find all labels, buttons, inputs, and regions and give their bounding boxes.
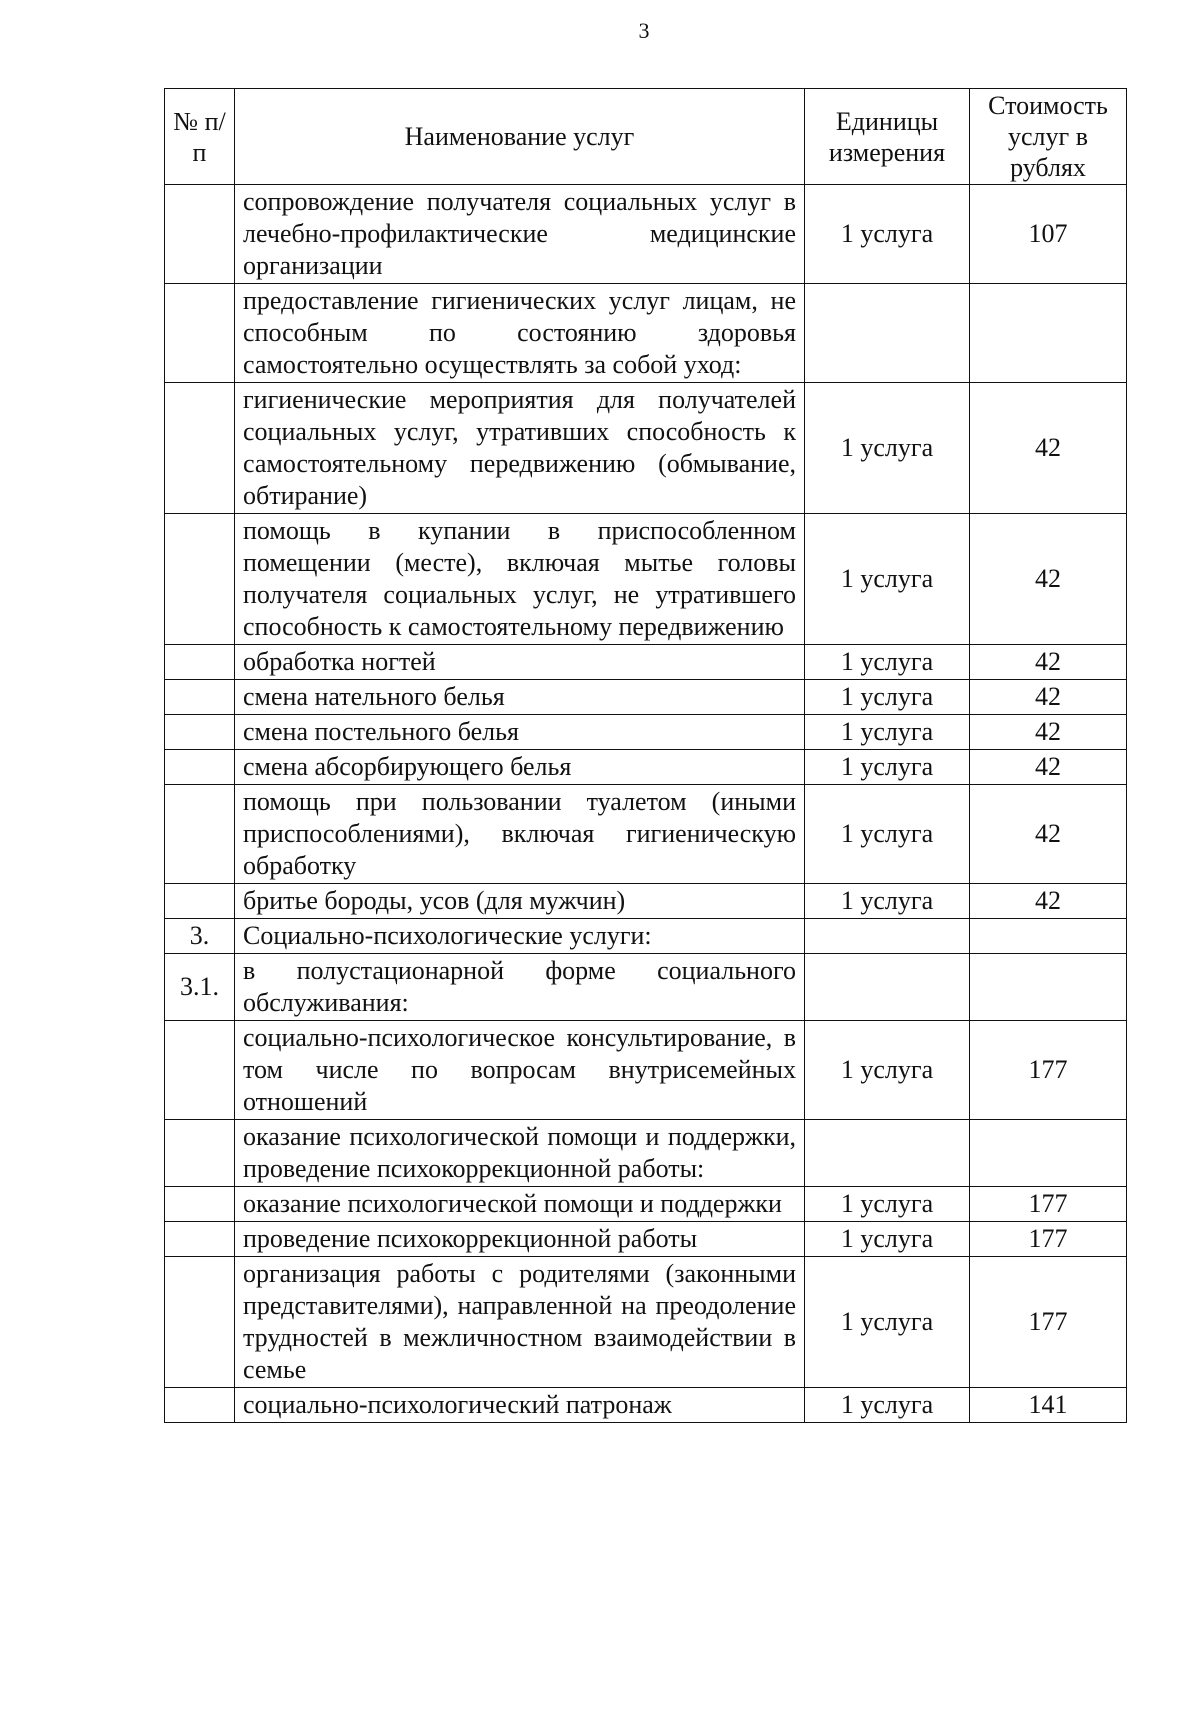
service-name: смена абсорбирующего белья [235,750,805,785]
service-cost: 42 [970,750,1127,785]
service-cost: 107 [970,185,1127,284]
service-name: сопровождение получателя социальных услуг в лечебно-профилактические медицинские организации [235,185,805,284]
service-name: социально-психологический патронаж [235,1388,805,1423]
service-cost [970,284,1127,383]
row-number [165,750,235,785]
service-cost: 177 [970,1021,1127,1120]
service-cost: 42 [970,680,1127,715]
table-row [165,1021,1127,1120]
table-row [165,1222,1127,1257]
unit-of-measure [805,919,970,954]
unit-of-measure [805,954,970,1021]
service-name: в полустационарной форме социального обслуживания: [235,954,805,1021]
table-row [165,884,1127,919]
table-row [165,1388,1127,1423]
table-header-row [165,89,1127,185]
row-number [165,1187,235,1222]
row-number [165,1021,235,1120]
row-number: 3. [165,919,235,954]
row-number [165,884,235,919]
table-row [165,750,1127,785]
service-name: организация работы с родителями (законными представителями), направленной на преодоление трудностей в межличностном взаимодействии в семье [235,1257,805,1388]
unit-of-measure: 1 услуга [805,1187,970,1222]
table-row [165,645,1127,680]
service-name: обработка ногтей [235,645,805,680]
header-unit: Единицы измерения [805,89,970,185]
row-number [165,284,235,383]
table-row [165,715,1127,750]
table-row [165,785,1127,884]
service-name: проведение психокоррекционной работы [235,1222,805,1257]
row-number: 3.1. [165,954,235,1021]
service-cost: 141 [970,1388,1127,1423]
service-name: оказание психологической помощи и поддержки [235,1187,805,1222]
header-service-name: Наименование услуг [235,89,805,185]
service-cost [970,919,1127,954]
services-price-table [164,88,1127,1423]
unit-of-measure: 1 услуга [805,884,970,919]
service-cost [970,1120,1127,1187]
unit-of-measure [805,284,970,383]
unit-of-measure: 1 услуга [805,785,970,884]
service-cost: 42 [970,715,1127,750]
service-cost: 42 [970,884,1127,919]
table-row [165,284,1127,383]
table-row [165,185,1127,284]
table-row [165,1257,1127,1388]
service-name: гигиенические мероприятия для получателей социальных услуг, утративших способность к самостоятельному передвижению (обмывание, обтирание) [235,383,805,514]
unit-of-measure: 1 услуга [805,383,970,514]
header-cost: Стоимость услуг в рублях [970,89,1127,185]
table-row [165,514,1127,645]
row-number [165,1257,235,1388]
unit-of-measure: 1 услуга [805,1388,970,1423]
unit-of-measure: 1 услуга [805,185,970,284]
service-name: смена нательного белья [235,680,805,715]
table-row [165,1120,1127,1187]
service-name: оказание психологической помощи и поддержки, проведение психокоррекционной работы: [235,1120,805,1187]
row-number [165,1388,235,1423]
service-cost: 177 [970,1222,1127,1257]
service-cost: 42 [970,383,1127,514]
service-name: бритье бороды, усов (для мужчин) [235,884,805,919]
row-number [165,185,235,284]
service-name: Социально-психологические услуги: [235,919,805,954]
unit-of-measure: 1 услуга [805,1257,970,1388]
service-name: помощь в купании в приспособленном помещении (месте), включая мытье головы получателя социальных услуг, не утратившего способность к самостоятельному передвижению [235,514,805,645]
service-cost: 42 [970,785,1127,884]
unit-of-measure: 1 услуга [805,1021,970,1120]
unit-of-measure [805,1120,970,1187]
table-row [165,919,1127,954]
service-cost [970,954,1127,1021]
row-number [165,1222,235,1257]
table-row [165,1187,1127,1222]
table-row [165,680,1127,715]
service-name: предоставление гигиенических услуг лицам, не способным по состоянию здоровья самостоятельно осуществлять за собой уход: [235,284,805,383]
row-number [165,785,235,884]
service-name: социально-психологическое консультирование, в том числе по вопросам внутрисемейных отношений [235,1021,805,1120]
service-cost: 42 [970,514,1127,645]
row-number [165,383,235,514]
unit-of-measure: 1 услуга [805,1222,970,1257]
header-number: № п/п [165,89,235,185]
row-number [165,1120,235,1187]
service-name: смена постельного белья [235,715,805,750]
table-row [165,954,1127,1021]
row-number [165,514,235,645]
service-name: помощь при пользовании туалетом (иными приспособлениями), включая гигиеническую обработку [235,785,805,884]
service-cost: 177 [970,1257,1127,1388]
service-cost: 42 [970,645,1127,680]
row-number [165,645,235,680]
service-cost: 177 [970,1187,1127,1222]
unit-of-measure: 1 услуга [805,680,970,715]
page-number: 3 [638,18,650,43]
unit-of-measure: 1 услуга [805,715,970,750]
unit-of-measure: 1 услуга [805,750,970,785]
unit-of-measure: 1 услуга [805,514,970,645]
row-number [165,715,235,750]
row-number [165,680,235,715]
table-row [165,383,1127,514]
unit-of-measure: 1 услуга [805,645,970,680]
